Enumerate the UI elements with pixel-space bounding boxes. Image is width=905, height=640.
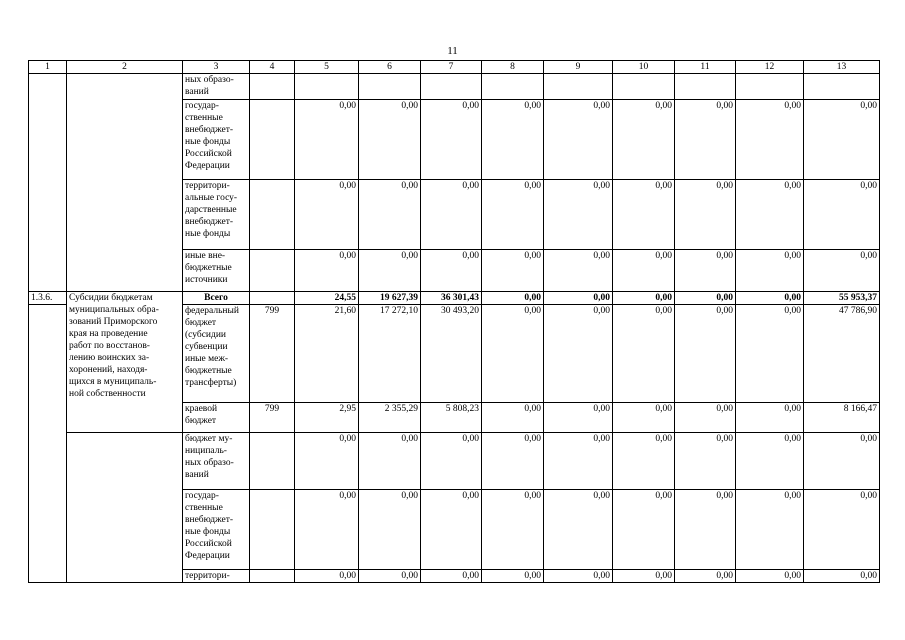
value-empty — [613, 74, 675, 100]
row-code — [29, 100, 67, 180]
value-cell: 0,00 — [804, 490, 880, 570]
value-cell: 2 355,29 — [359, 403, 421, 433]
value-cell: 0,00 — [544, 490, 613, 570]
value-cell: 0,00 — [736, 433, 804, 490]
value-cell: 0,00 — [359, 570, 421, 583]
value-cell: 0,00 — [613, 180, 675, 250]
value-cell: 0,00 — [804, 180, 880, 250]
value-cell: 0,00 — [736, 490, 804, 570]
section-title: Субсидии бюджетам муниципальных обра- зований Приморского края на проведение работ по восстанов- лению воинских за- хоронений, находя- щихся в муниципаль- ной собственности — [67, 292, 183, 433]
value-empty — [544, 74, 613, 100]
value-cell: 0,00 — [421, 490, 482, 570]
value-cell: 0,00 — [613, 570, 675, 583]
value-cell: 0,00 — [675, 570, 736, 583]
value-cell: 30 493,20 — [421, 305, 482, 403]
value-cell: 0,00 — [295, 433, 359, 490]
grbs-code — [250, 100, 295, 180]
row-title — [67, 180, 183, 250]
value-cell: 0,00 — [736, 403, 804, 433]
value-empty — [359, 74, 421, 100]
row-title — [67, 74, 183, 100]
value-cell: 21,60 — [295, 305, 359, 403]
value-cell: 19 627,39 — [359, 292, 421, 305]
grbs-code: 799 — [250, 403, 295, 433]
value-cell: 0,00 — [421, 433, 482, 490]
value-cell: 0,00 — [482, 100, 544, 180]
column-number: 10 — [613, 61, 675, 74]
value-cell: 0,00 — [804, 250, 880, 292]
row-code — [29, 180, 67, 250]
grbs-code — [250, 250, 295, 292]
value-cell: 0,00 — [421, 250, 482, 292]
value-cell: 0,00 — [544, 292, 613, 305]
column-number: 4 — [250, 61, 295, 74]
value-cell: 0,00 — [675, 100, 736, 180]
value-cell: 0,00 — [736, 100, 804, 180]
value-cell: 0,00 — [736, 250, 804, 292]
value-cell: 0,00 — [613, 305, 675, 403]
row-title — [67, 100, 183, 180]
value-cell: 0,00 — [736, 292, 804, 305]
value-cell: 0,00 — [482, 570, 544, 583]
value-cell: 5 808,23 — [421, 403, 482, 433]
funding-source: ных образо- ваний — [183, 74, 250, 100]
section-code: 1.3.6. — [29, 292, 67, 305]
page-number: 11 — [447, 45, 458, 57]
value-cell: 17 272,10 — [359, 305, 421, 403]
value-cell: 0,00 — [804, 570, 880, 583]
value-empty — [804, 74, 880, 100]
value-cell: 0,00 — [482, 250, 544, 292]
value-cell: 55 953,37 — [804, 292, 880, 305]
value-cell: 0,00 — [482, 403, 544, 433]
table-row — [29, 570, 880, 583]
section-code-cont — [29, 305, 67, 403]
table-row — [29, 100, 880, 180]
funding-source: бюджет му- ниципаль- ных образо- ваний — [183, 433, 250, 490]
value-cell: 0,00 — [295, 250, 359, 292]
column-number: 6 — [359, 61, 421, 74]
value-cell: 0,00 — [359, 250, 421, 292]
value-cell: 47 786,90 — [804, 305, 880, 403]
value-cell: 0,00 — [675, 433, 736, 490]
value-cell: 0,00 — [675, 180, 736, 250]
value-cell: 0,00 — [544, 433, 613, 490]
value-cell: 0,00 — [482, 490, 544, 570]
value-cell: 0,00 — [613, 433, 675, 490]
value-cell: 0,00 — [295, 570, 359, 583]
value-empty — [736, 74, 804, 100]
value-cell: 0,00 — [736, 180, 804, 250]
value-cell: 8 166,47 — [804, 403, 880, 433]
grbs-code — [250, 180, 295, 250]
column-number: 5 — [295, 61, 359, 74]
value-cell: 2,95 — [295, 403, 359, 433]
value-cell: 0,00 — [482, 305, 544, 403]
value-cell: 0,00 — [804, 433, 880, 490]
funding-source: территори- альные госу- дарственные внебюджет- ные фонды — [183, 180, 250, 250]
column-number: 1 — [29, 61, 67, 74]
column-number: 8 — [482, 61, 544, 74]
section-code-cont — [29, 433, 67, 490]
value-cell: 0,00 — [482, 292, 544, 305]
funding-source: федеральный бюджет (субсидии субвенции иные меж- бюджетные трансферты) — [183, 305, 250, 403]
column-number: 7 — [421, 61, 482, 74]
value-empty — [482, 74, 544, 100]
table-row — [29, 74, 880, 100]
funding-source: государ- ственные внебюджет- ные фонды Российской Федерации — [183, 100, 250, 180]
value-cell: 0,00 — [675, 403, 736, 433]
value-cell: 0,00 — [295, 180, 359, 250]
table-row — [29, 292, 880, 305]
value-cell: 0,00 — [544, 570, 613, 583]
table-row — [29, 250, 880, 292]
value-empty — [421, 74, 482, 100]
value-cell: 0,00 — [675, 490, 736, 570]
row-code — [29, 250, 67, 292]
funding-source: Всего — [183, 292, 250, 305]
value-cell: 0,00 — [613, 100, 675, 180]
value-cell: 0,00 — [421, 180, 482, 250]
value-cell: 0,00 — [295, 100, 359, 180]
value-cell: 0,00 — [482, 180, 544, 250]
grbs-code — [250, 433, 295, 490]
value-cell: 24,55 — [295, 292, 359, 305]
funding-source: территори- — [183, 570, 250, 583]
funding-source: государ- ственные внебюджет- ные фонды Российской Федерации — [183, 490, 250, 570]
row-title — [67, 250, 183, 292]
value-cell: 0,00 — [359, 100, 421, 180]
value-cell: 0,00 — [482, 433, 544, 490]
value-cell: 0,00 — [736, 305, 804, 403]
column-number: 3 — [183, 61, 250, 74]
section-title-cont — [67, 490, 183, 570]
grbs-code — [250, 490, 295, 570]
value-cell: 0,00 — [359, 180, 421, 250]
funding-source: краевой бюджет — [183, 403, 250, 433]
column-number: 2 — [67, 61, 183, 74]
value-cell: 0,00 — [613, 292, 675, 305]
program-funding-table — [28, 60, 880, 583]
value-empty — [675, 74, 736, 100]
grbs-code — [250, 292, 295, 305]
value-empty — [295, 74, 359, 100]
grbs-code — [250, 74, 295, 100]
section-code-cont — [29, 490, 67, 570]
value-cell: 0,00 — [675, 305, 736, 403]
value-cell: 0,00 — [359, 433, 421, 490]
value-cell: 0,00 — [544, 100, 613, 180]
column-number-row — [29, 61, 880, 74]
value-cell: 0,00 — [675, 250, 736, 292]
table-row — [29, 490, 880, 570]
value-cell: 0,00 — [544, 403, 613, 433]
row-code — [29, 74, 67, 100]
section-title-cont — [67, 433, 183, 490]
table-body — [29, 61, 880, 583]
value-cell: 0,00 — [544, 305, 613, 403]
grbs-code — [250, 570, 295, 583]
value-cell: 0,00 — [544, 250, 613, 292]
value-cell: 0,00 — [421, 570, 482, 583]
value-cell: 0,00 — [421, 100, 482, 180]
value-cell: 0,00 — [613, 403, 675, 433]
value-cell: 0,00 — [295, 490, 359, 570]
column-number: 13 — [804, 61, 880, 74]
value-cell: 0,00 — [613, 490, 675, 570]
value-cell: 0,00 — [544, 180, 613, 250]
value-cell: 0,00 — [675, 292, 736, 305]
table-row — [29, 180, 880, 250]
section-code-cont — [29, 403, 67, 433]
value-cell: 0,00 — [359, 490, 421, 570]
table-row — [29, 433, 880, 490]
value-cell: 0,00 — [736, 570, 804, 583]
column-number: 11 — [675, 61, 736, 74]
value-cell: 36 301,43 — [421, 292, 482, 305]
value-cell: 0,00 — [613, 250, 675, 292]
funding-source: иные вне- бюджетные источники — [183, 250, 250, 292]
grbs-code: 799 — [250, 305, 295, 403]
column-number: 9 — [544, 61, 613, 74]
section-title-cont — [67, 570, 183, 583]
value-cell: 0,00 — [804, 100, 880, 180]
column-number: 12 — [736, 61, 804, 74]
section-code-cont — [29, 570, 67, 583]
